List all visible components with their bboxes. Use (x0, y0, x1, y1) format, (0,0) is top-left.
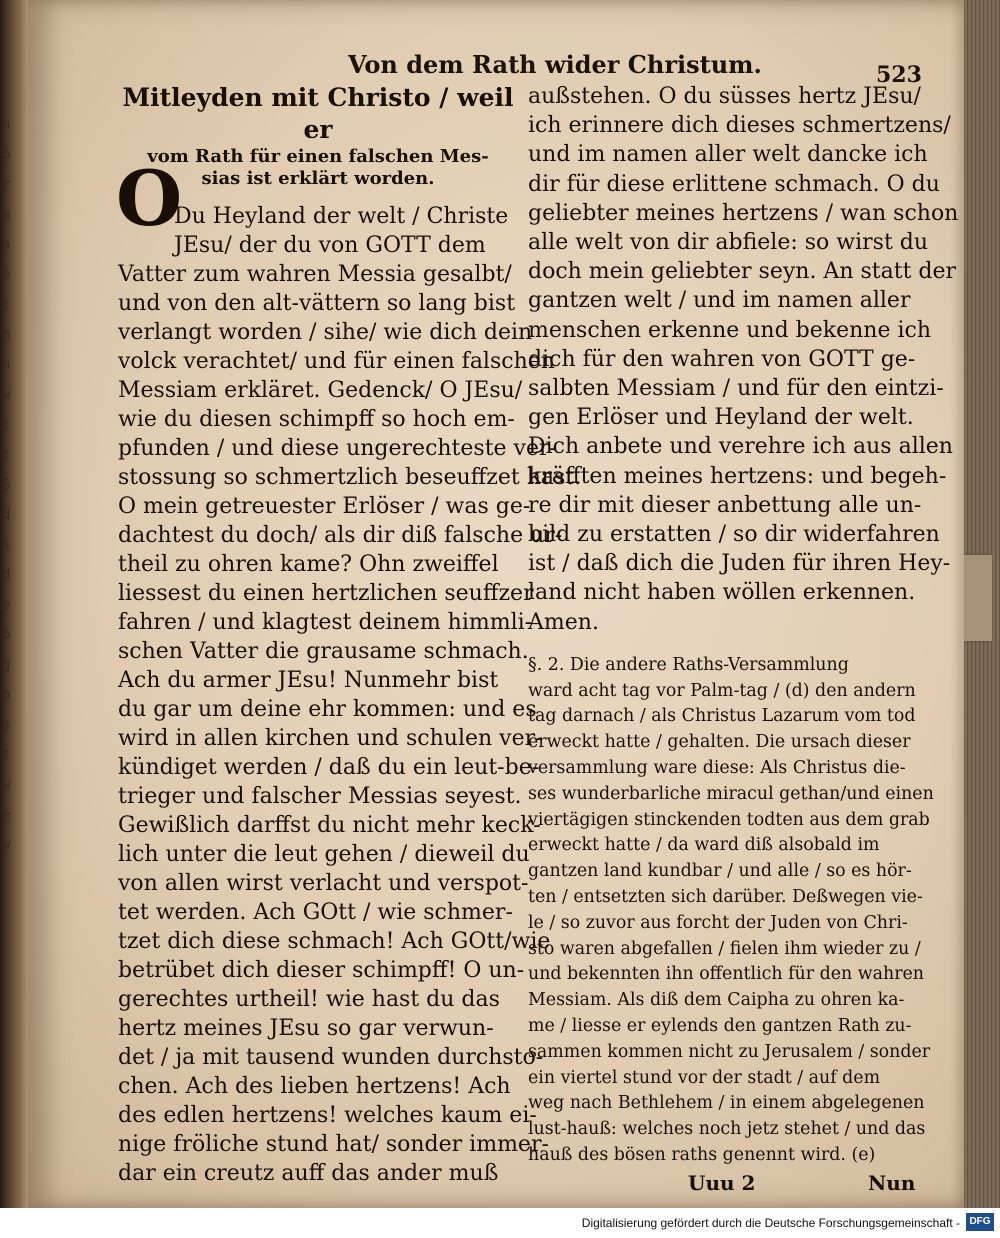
text-line: dich für den wahren von GOTT ge- (528, 346, 916, 372)
text-line: menschen erkenne und bekenne ich (528, 317, 931, 343)
text-line: alle welt von dir abfiele: so wirst du (528, 230, 929, 256)
text-line: gantzen land kundbar / und alle / so es hör- (528, 861, 912, 882)
text-line: Ach du armer JEsu! Nunmehr bist (118, 668, 499, 693)
page-footer-line (528, 1171, 923, 1201)
signature-mark: Uuu 2 (688, 1170, 756, 1195)
text-line: §. 2. Die andere Raths-Versammlung (528, 654, 849, 675)
text-line: le / so zuvor aus forcht der Juden von Chri- (528, 912, 908, 933)
text-line: betrübet dich dieser schimpff! O un- (118, 958, 525, 983)
text-line: dar ein creutz auff das ander muß (118, 1161, 499, 1186)
text-line: theil zu ohren kame? Ohn zweiffel (118, 552, 499, 577)
text-line: nige fröliche stund hat/ sonder immer- (118, 1132, 549, 1157)
text-line: verlangt worden / sihe/ wie dich dein (118, 320, 533, 345)
text-line: Vatter zum wahren Messia gesalbt/ (118, 262, 512, 287)
text-line: lust-hauß: welches noch jetz stehet / und das (528, 1119, 926, 1140)
text-line: tzet dich diese schmach! Ach GOtt/wie (118, 929, 551, 954)
running-head: Von dem Rath wider Christum. (348, 50, 762, 79)
text-line: ich erinnere dich dieses schmertzens/ (528, 113, 951, 139)
text-line: Amen. (528, 609, 599, 635)
text-line: wie du diesen schimpff so hoch em- (118, 407, 515, 432)
text-line: volck verachtet/ und für einen falschen (118, 349, 555, 374)
section-title-line-3: sias ist erklärt worden. (201, 168, 435, 189)
text-line: sammen kommen nicht zu Jerusalem / sonder (528, 1041, 931, 1062)
text-line: sto waren abgefallen / fielen ihm wieder zu / (528, 938, 921, 959)
text-line: fahren / und klagtest deinem himmli- (118, 610, 533, 635)
catchword: Nun (868, 1170, 916, 1195)
text-line: Dich anbete und verehre ich aus allen (528, 434, 953, 460)
section-title-line-2: vom Rath für einen falschen Mes- (147, 146, 489, 167)
text-line: kündiget werden / daß du ein leut-be- (118, 755, 540, 780)
text-line: ten / entsetzten sich darüber. Deßwegen vie- (528, 887, 923, 908)
text-line: salbten Messiam / und für den eintzi- (528, 376, 944, 402)
section-2-text (528, 653, 934, 1169)
text-line: gen Erlöser und Heyland der welt. (528, 405, 914, 431)
dfg-logo: DFG (966, 1213, 994, 1231)
right-column (528, 82, 959, 1201)
text-line: hertz meines JEsu so gar verwun- (118, 1016, 494, 1041)
text-line: dachtest du doch/ als dir diß falsche ur- (118, 523, 563, 548)
text-line: tag darnach / als Christus Lazarum vom tod (528, 706, 916, 727)
text-line: JEsu/ der du von GOTT dem (174, 233, 486, 258)
text-line: liessest du einen hertzlichen seuffzer (118, 581, 534, 606)
text-line: und im namen aller welt dancke ich (528, 142, 928, 168)
text-line: doch mein geliebter seyn. An statt der (528, 259, 957, 285)
funding-notice: Digitalisierung gefördert durch die Deutsche Forschungsgemeinschaft - (581, 1216, 960, 1230)
text-line: Du Heyland der welt / Christe (174, 204, 509, 229)
text-line: ward acht tag vor Palm-tag / (d) den andern (528, 680, 916, 701)
text-line: geliebter meines hertzens / wan schon (528, 200, 959, 226)
text-line: erweckt hatte / da ward diß alsobald im (528, 835, 880, 856)
text-line: des edlen hertzens! welches kaum ei- (118, 1103, 537, 1128)
text-line: weg nach Bethlehem / in einem abgelegenen (528, 1093, 925, 1114)
text-line: me / liesse er eylends den gantzen Rath zu- (528, 1016, 912, 1037)
text-line: O mein getreuester Erlöser / was ge- (118, 494, 531, 519)
text-line: Messiam. Als diß dem Caipha zu ohren ka- (528, 990, 905, 1011)
text-line: kräfften meines hertzens: und begeh- (528, 463, 947, 489)
section-title-line-1: Mitleyden mit Christo / weil er (122, 83, 514, 144)
text-line: du gar um deine ehr kommen: und es (118, 697, 537, 722)
text-line: schen Vatter die grausame schmach. (118, 639, 529, 664)
facing-page-bleed: n p r a a e t n n w t t S d s d e b g p s t w e w (2, 117, 11, 853)
text-line: gerechtes urtheil! wie hast du das (118, 987, 500, 1012)
text-line: und bekennten ihn offentlich für den wahren (528, 964, 925, 985)
text-line: re dir mit dieser anbettung alle un- (528, 492, 922, 518)
text-line: det / ja mit tausend wunden durchsto- (118, 1045, 544, 1070)
text-line: Gewißlich darffst du nicht mehr keck- (118, 813, 541, 838)
folio-number: 523 (876, 62, 922, 88)
text-line: tet werden. Ach GOtt / wie schmer- (118, 900, 513, 925)
text-line: ein viertel stund vor der stadt / auf dem (528, 1067, 881, 1088)
text-line: wird in allen kirchen und schulen ver- (118, 726, 543, 751)
right-body-text (528, 82, 959, 637)
text-line: lich unter die leut gehen / dieweil du (118, 842, 530, 867)
text-line: bild zu erstatten / so dir widerfahren (528, 522, 940, 548)
text-line: chen. Ach des lieben hertzens! Ach (118, 1074, 511, 1099)
page-tab (960, 555, 992, 641)
text-line: ses wunderbarliche miracul gethan/und einen (528, 783, 934, 804)
text-line: von allen wirst verlacht und verspot- (118, 871, 529, 896)
text-line: gantzen welt / und im namen aller (528, 288, 911, 314)
drop-cap: O (116, 154, 183, 243)
text-line: stossung so schmertzlich beseuffzet hast. (118, 465, 582, 490)
footer-bar (0, 1208, 1000, 1238)
text-line: erweckt hatte / gehalten. Die ursach dieser (528, 732, 911, 753)
text-line: Messiam erkläret. Gedenck/ O JEsu/ (118, 378, 523, 403)
text-line: hauß des bösen raths genennt wird. (e) (528, 1145, 876, 1165)
book-page (28, 0, 964, 1208)
text-line: trieger und falscher Messias seyest. (118, 784, 522, 809)
text-line: und von den alt-vättern so lang bist (118, 291, 516, 316)
text-line: pfunden / und diese ungerechteste ver- (118, 436, 557, 461)
text-line: außstehen. O du süsses hertz JEsu/ (528, 84, 921, 109)
text-line: viertägigen stinckenden todten aus dem grab (528, 809, 930, 830)
text-line: land nicht haben wöllen erkennen. (528, 580, 916, 606)
text-line: versammlung ware diese: Als Christus die- (528, 758, 906, 779)
text-line: dir für diese erlittene schmach. O du (528, 171, 940, 197)
text-line: ist / daß dich die Juden für ihren Hey- (528, 551, 951, 577)
